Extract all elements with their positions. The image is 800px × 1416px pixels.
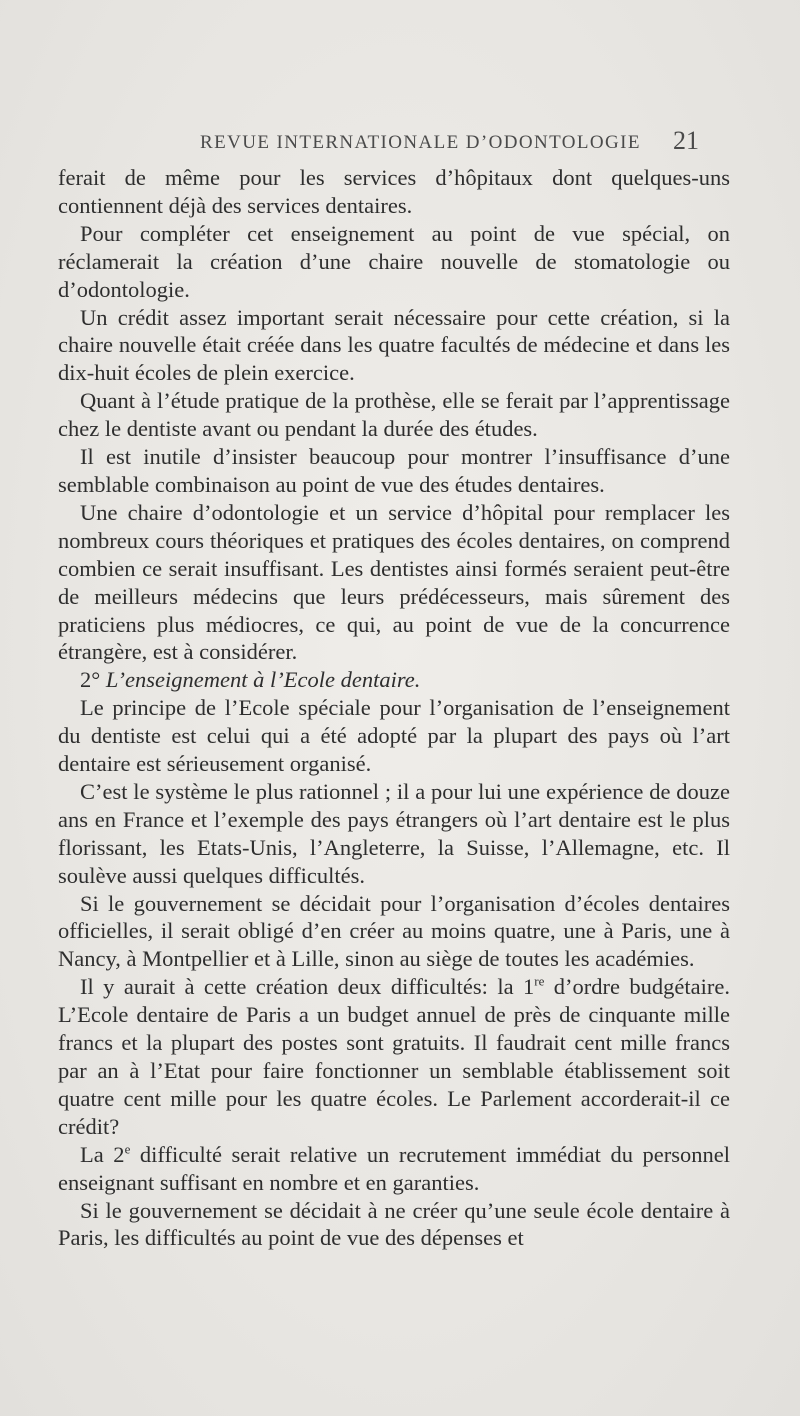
paragraph: Pour compléter cet enseignement au point de vue spécial, on réclamerait la création d’une chaire nouvelle de stomatologie ou d’odontologie. [58, 220, 730, 302]
paragraph [58, 1141, 730, 1197]
paragraph: C’est le système le plus rationnel ; il a pour lui une expérience de douze ans en France et l’exemple des pays étrangers où l’art dentaire est le plus florissant, les Etats-Unis, l’Angleterre, la Suisse, l’Allemagne, etc. Il soulève aussi quelques difficultés. [58, 778, 730, 888]
text-run: difficulté serait relative un recrutement immédiat du personnel enseignant suffisant en nombre et en garanties. [58, 1141, 731, 1195]
journal-title: REVUE INTERNATIONALE D’ODONTOLOGIE [200, 132, 641, 153]
paragraph: ferait de même pour les services d’hôpitaux dont quelques-uns contiennent déjà des services dentaires. [58, 165, 730, 218]
paragraph: Une chaire d’odontologie et un service d’hôpital pour remplacer les nombreux cours théoriques et pratiques des écoles dentaires, on comprend combien ce serait insuffisant. Les dentistes ainsi formés seraient peut-être de meilleurs médecins que leurs prédécesseurs, mais sûrement des praticiens plus médiocres, ce qui, au point de vue de la concurrence étrangère, est à considérer. [58, 499, 730, 665]
paragraph: Si le gouvernement se décidait à ne créer qu’une seule école dentaire à Paris, les difficultés au point de vue des dépenses et [58, 1197, 730, 1251]
text-run: Il y aurait à cette création deux difficultés: la 1 [80, 974, 535, 1000]
section-number: 2° [80, 667, 101, 693]
paragraph: Un crédit assez important serait nécessaire pour cette création, si la chaire nouvelle était créée dans les quatre facultés de médecine et dans les dix-huit écoles de plein exercice. [58, 304, 730, 386]
body-text [58, 164, 730, 1252]
page-number: 21 [673, 126, 699, 155]
ordinal-superscript: re [534, 973, 545, 989]
text-run: La 2 [80, 1141, 125, 1167]
paragraph [58, 973, 730, 1140]
paragraph: Le principe de l’Ecole spéciale pour l’organisation de l’enseignement du dentiste est celui qui a été adopté par la plupart des pays où l’art dentaire est sérieusement organisé. [58, 695, 730, 777]
paragraph: Il est inutile d’insister beaucoup pour montrer l’insuffisance d’une semblable combinaison au point de vue des études dentaires. [58, 444, 730, 497]
paragraph: Si le gouvernement se décidait pour l’organisation d’écoles dentaires officielles, il serait obligé d’en créer au moins quatre, une à Paris, une à Nancy, à Montpellier et à Lille, sinon au siège de toutes les académies. [58, 890, 730, 972]
ordinal-superscript: e [124, 1141, 131, 1157]
section-title: L’enseignement à l’Ecole dentaire. [105, 667, 421, 693]
text-run: d’ordre budgétaire. L’Ecole dentaire de Paris a un budget annuel de près de cinquante mille francs et la plupart des postes sont gratuits. Il faudrait cent mille francs par an à l’Etat pour faire fonctionner un semblable établissement soit quatre cent mille pour les quatre écoles. Le Parlement accorderait-il ce crédit? [58, 974, 731, 1139]
paragraph: Quant à l’étude pratique de la prothèse, elle se ferait par l’apprentissage chez le dentiste avant ou pendant la durée des études. [58, 388, 730, 442]
section-subheading [58, 666, 730, 694]
